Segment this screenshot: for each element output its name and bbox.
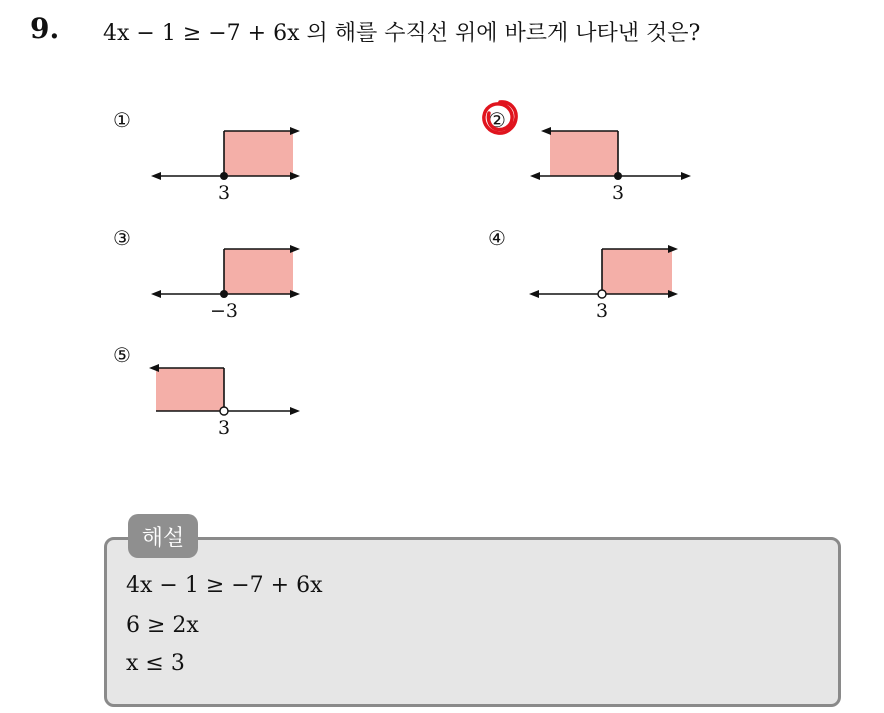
tick-label-5: 3 <box>217 417 231 439</box>
closed-point <box>220 172 228 180</box>
solution-region <box>550 131 618 176</box>
tick-label-4: 3 <box>595 300 609 322</box>
solution-badge: 해설 <box>128 514 198 558</box>
number-line-4 <box>488 226 728 336</box>
choice-3[interactable] <box>113 226 353 336</box>
question-text: 4x − 1 ≥ −7 + 6x 의 해를 수직선 위에 바르게 나타낸 것은? <box>103 21 701 46</box>
choice-5-marker: ⑤ <box>113 343 131 367</box>
choice-4-marker: ④ <box>488 226 506 250</box>
choice-5[interactable] <box>113 343 353 453</box>
choice-1-marker: ① <box>113 108 131 132</box>
choice-2-marker: ② <box>488 108 506 132</box>
number-line-3 <box>113 226 353 336</box>
solution-line-2: 6 ≥ 2x <box>126 613 199 638</box>
number-line-1 <box>113 108 353 218</box>
choice-2[interactable] <box>488 108 728 218</box>
solution-panel <box>104 537 841 707</box>
open-point <box>598 290 606 298</box>
solution-line-1: 4x − 1 ≥ −7 + 6x <box>126 573 323 598</box>
tick-label-2: 3 <box>611 182 625 204</box>
choice-1[interactable] <box>113 108 353 218</box>
closed-point <box>220 290 228 298</box>
solution-region <box>602 249 672 294</box>
choice-4[interactable] <box>488 226 728 336</box>
solution-region <box>224 131 293 176</box>
number-line-2 <box>488 108 728 218</box>
number-line-5 <box>113 343 353 453</box>
answer-circle-mark <box>478 96 522 140</box>
question-number: 9. <box>30 12 60 45</box>
choice-3-marker: ③ <box>113 226 131 250</box>
solution-region <box>224 249 293 294</box>
tick-label-3: −3 <box>209 300 239 322</box>
solution-line-3: x ≤ 3 <box>126 651 185 676</box>
open-point <box>220 407 228 415</box>
solution-region <box>156 368 224 411</box>
tick-label-1: 3 <box>217 182 231 204</box>
closed-point <box>614 172 622 180</box>
